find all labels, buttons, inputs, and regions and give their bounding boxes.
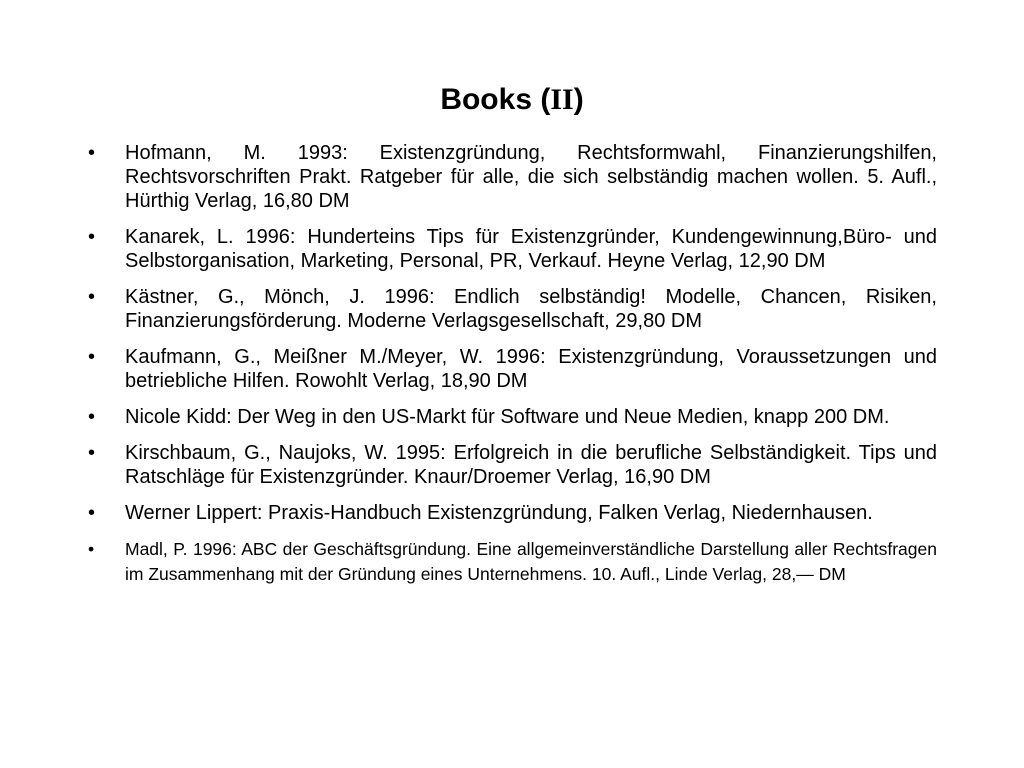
bullet-icon: • [88,539,95,559]
bullet-icon: • [88,142,96,164]
bullet-icon: • [88,286,96,308]
slide-title-text: Books ( [440,83,551,116]
reference-text: Nicole Kidd: Der Weg in den US-Markt für Software und Neue Medien, knapp 200 DM. [125,406,890,428]
reference-item-kanarek [88,225,937,273]
reference-list [88,141,937,599]
reference-item-hofmann [88,141,937,213]
slide-title [0,78,1024,122]
reference-item-madl [88,537,937,587]
reference-item-kaufmann [88,345,937,393]
reference-text: Hofmann, M. 1993: Existenzgründung, Rechtsformwahl, Finanzierungshilfen, Rechtsvorschriften Prakt. Ratgeber für alle, die sich selbständig machen wollen. 5. Aufl., Hürthig Verlag, 16,80 DM [125,142,937,212]
reference-item-kirschbaum [88,441,937,489]
reference-item-lippert [88,501,937,525]
bullet-icon: • [88,502,96,524]
reference-text: Madl, P. 1996: ABC der Geschäftsgründung. Eine allgemeinverständliche Darstellung aller Rechtsfragen im Zusammenhang mit der Gründung eines Unternehmens. 10. Aufl., Linde Verlag, 28,— DM [125,539,937,584]
reference-text: Kaufmann, G., Meißner M./Meyer, W. 1996: Existenzgründung, Voraussetzungen und betriebliche Hilfen. Rowohlt Verlag, 18,90 DM [125,346,937,392]
reference-item-kaestner [88,285,937,333]
slide-title-roman-numeral: II [550,83,574,116]
reference-text: Kirschbaum, G., Naujoks, W. 1995: Erfolgreich in die berufliche Selbständigkeit. Tips und Ratschläge für Existenzgründer. Knaur/Droemer Verlag, 16,90 DM [125,442,937,488]
reference-text: Kästner, G., Mönch, J. 1996: Endlich selbständig! Modelle, Chancen, Risiken, Finanzierungsförderung. Moderne Verlagsgesellschaft, 29,80 DM [125,286,937,332]
bullet-icon: • [88,442,96,464]
slide-title-close-paren: ) [573,83,584,116]
reference-text: Kanarek, L. 1996: Hunderteins Tips für Existenzgründer, Kundengewinnung,Büro- und Selbstorganisation, Marketing, Personal, PR, Verkauf. Heyne Verlag, 12,90 DM [125,226,937,272]
bullet-icon: • [88,346,96,368]
reference-item-kidd [88,405,937,429]
reference-text: Werner Lippert: Praxis-Handbuch Existenzgründung, Falken Verlag, Niedernhausen. [125,502,873,524]
bullet-icon: • [88,226,96,248]
bullet-icon: • [88,406,96,428]
